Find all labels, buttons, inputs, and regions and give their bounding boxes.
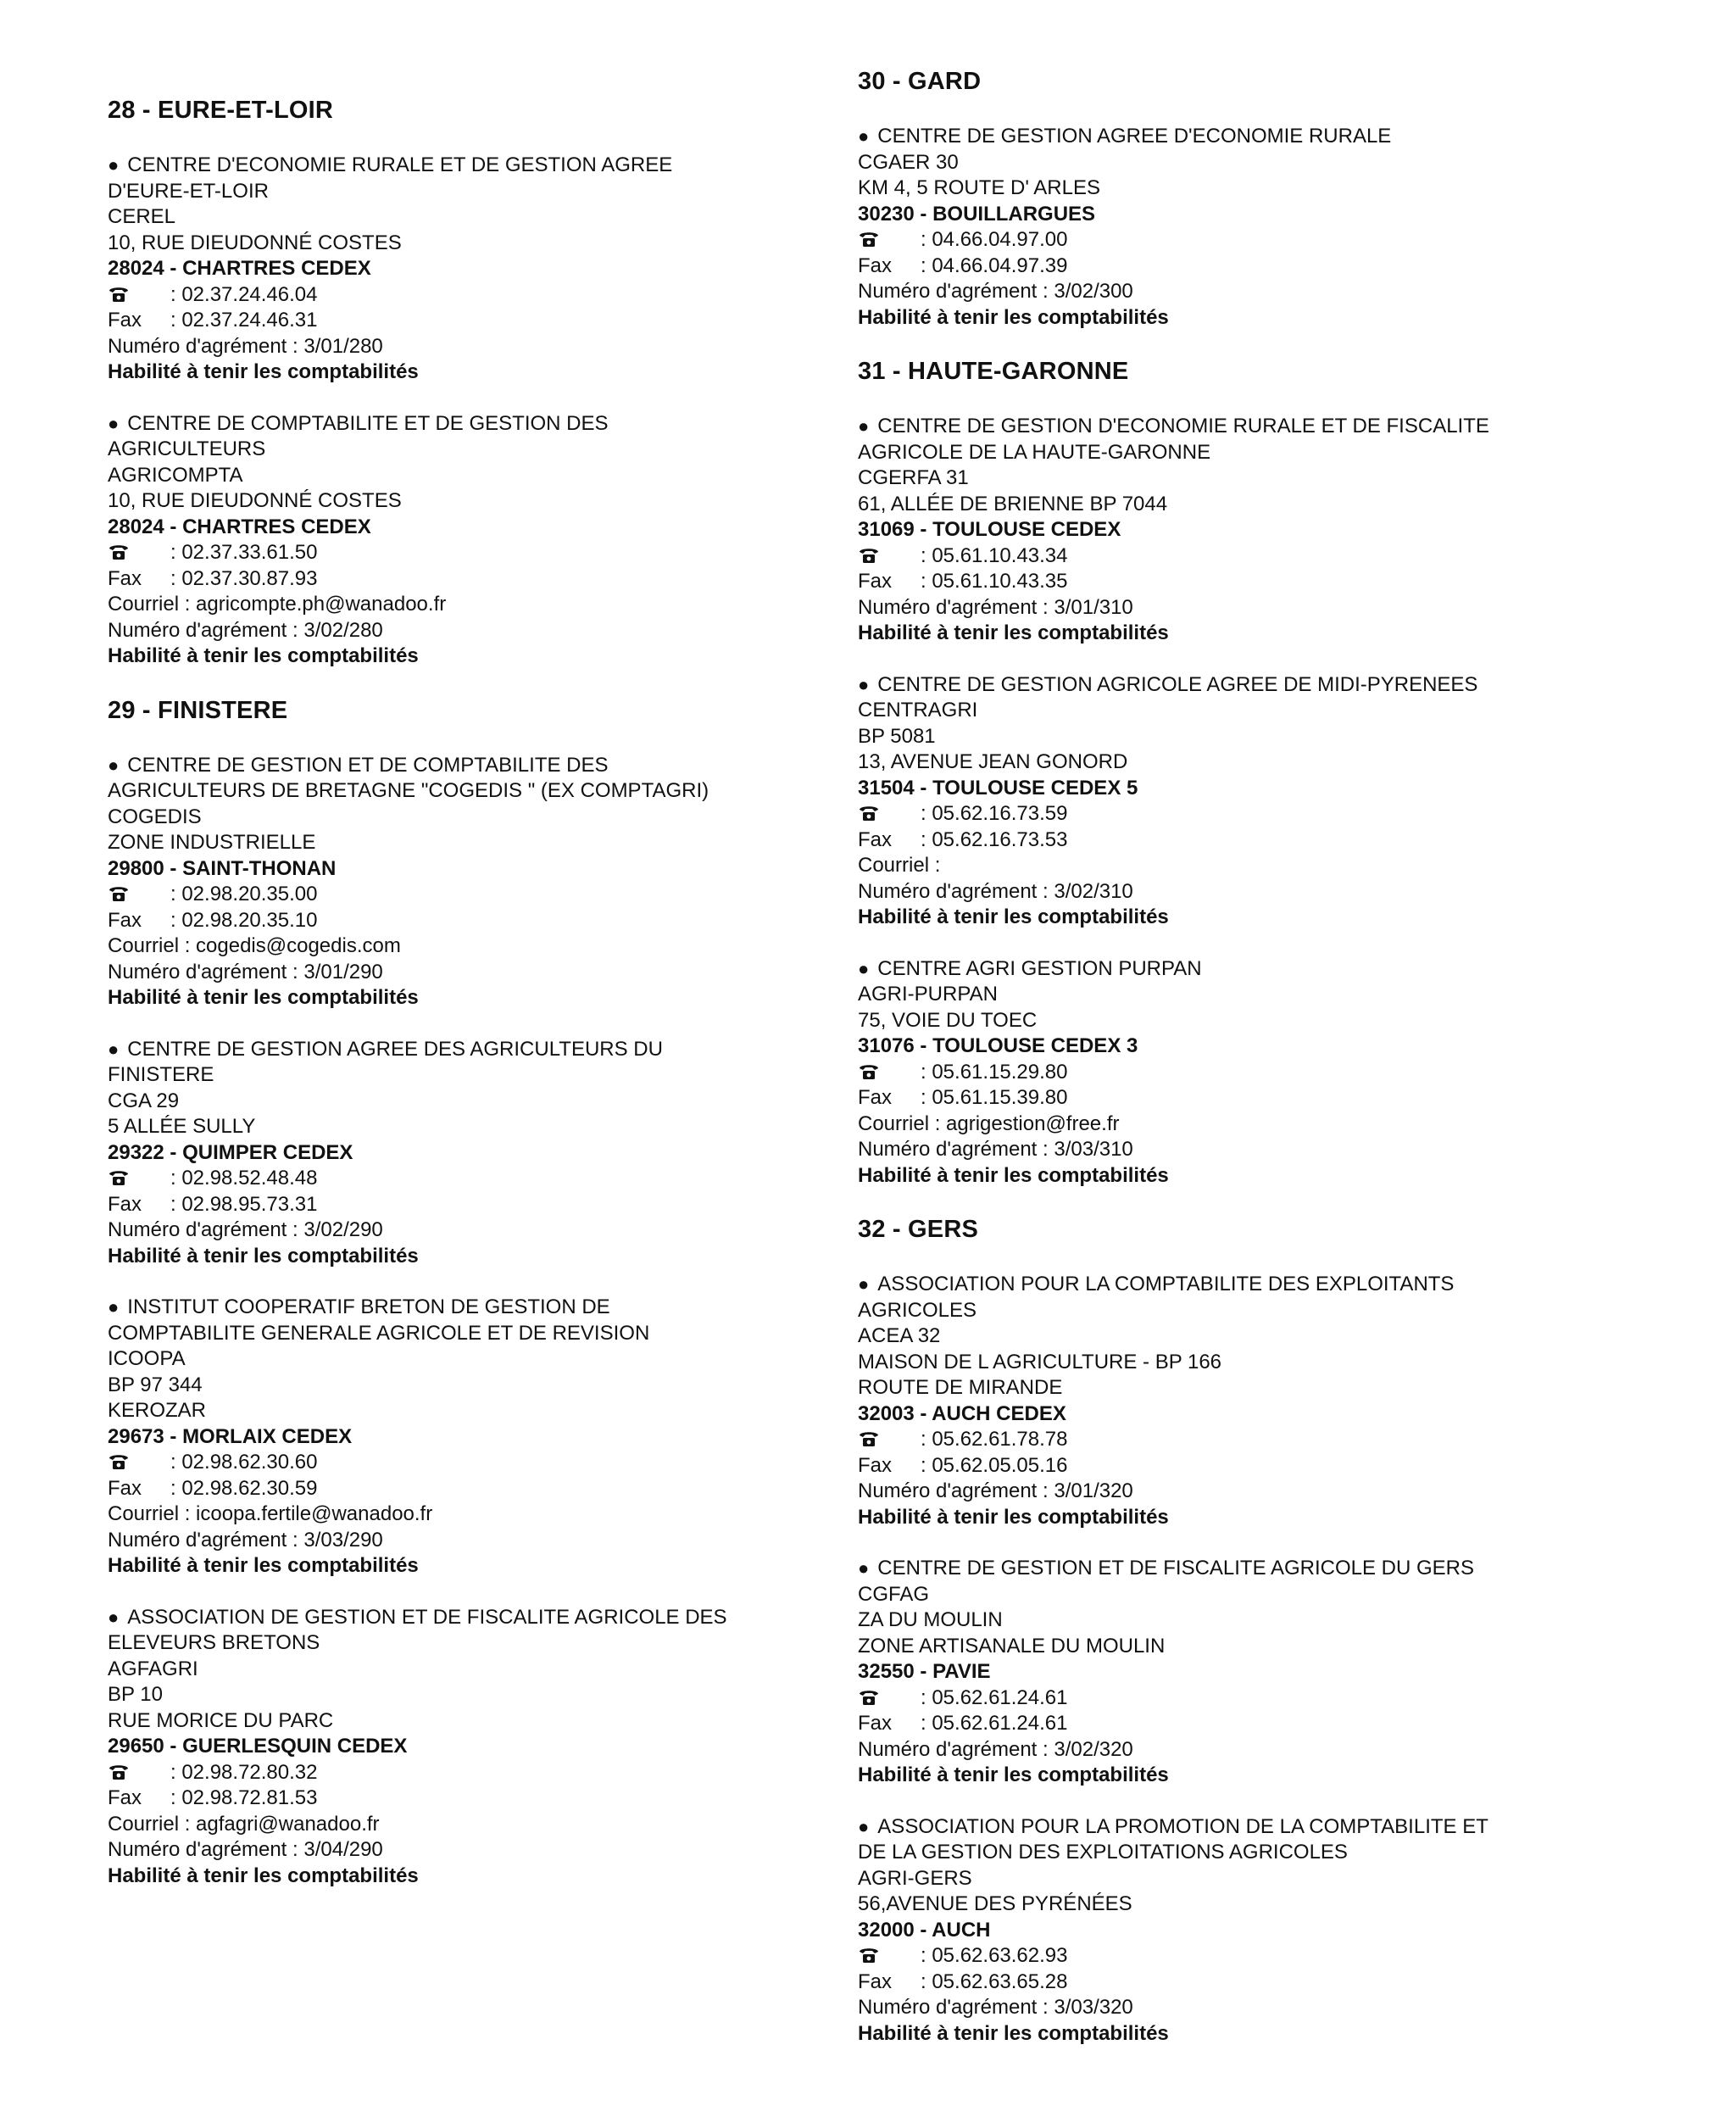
center-name [858, 1556, 1655, 1582]
telephone-icon [108, 1760, 170, 1786]
habilitation-note: Habilité à tenir les comptabilités [108, 1244, 419, 1268]
phone-line [858, 1943, 1655, 1970]
department-section [108, 95, 837, 670]
center-name [858, 956, 1655, 983]
agrement-number: Numéro d'agrément : 3/01/320 [858, 1479, 1133, 1502]
center-entry [108, 753, 837, 1011]
center-entry [858, 1272, 1655, 1530]
center-name-text: INSTITUT COOPERATIF BRETON DE GESTION DE [127, 1295, 610, 1318]
fax-line [858, 1085, 1655, 1112]
phone-line [858, 1685, 1655, 1712]
center-name-text: CENTRE DE COMPTABILITE ET DE GESTION DES [127, 411, 609, 435]
center-name-text: ASSOCIATION DE GESTION ET DE FISCALITE AGRICOLE DES [127, 1605, 727, 1629]
habilitation-note: Habilité à tenir les comptabilités [108, 1864, 419, 1887]
fax-number: : 02.98.95.73.31 [170, 1192, 318, 1216]
address-line: AGRICULTEURS DE BRETAGNE "COGEDIS " (EX COMPTAGRI) [108, 779, 709, 802]
department-heading: 32 - GERS [858, 1216, 979, 1243]
center-name-text: CENTRE DE GESTION AGRICOLE AGREE DE MIDI-PYRENEES [877, 672, 1478, 696]
agrement-number: Numéro d'agrément : 3/03/290 [108, 1528, 383, 1552]
fax-number: : 02.98.72.81.53 [170, 1786, 318, 1809]
address-line: ROUTE DE MIRANDE [858, 1376, 1063, 1399]
fax-number: : 04.66.04.97.39 [921, 254, 1068, 277]
address-line: ZONE ARTISANALE DU MOULIN [858, 1634, 1166, 1658]
fax-number: : 05.61.15.39.80 [921, 1086, 1068, 1109]
fax-line [108, 308, 837, 334]
fax-line [108, 1192, 837, 1218]
center-name-text: CENTRE DE GESTION D'ECONOMIE RURALE ET DE FISCALITE [877, 415, 1489, 437]
address-line: 10, RUE DIEUDONNÉ COSTES [108, 231, 402, 254]
address-line: 75, VOIE DU TOEC [858, 1008, 1038, 1032]
fax-line [108, 908, 837, 934]
center-name [108, 153, 837, 179]
fax-line [108, 1476, 837, 1502]
center-name-text: ASSOCIATION POUR LA COMPTABILITE DES EXPLOITANTS [877, 1273, 1455, 1295]
phone-number: : 02.37.33.61.50 [170, 541, 318, 564]
postal-city: 32000 - AUCH [858, 1918, 991, 1942]
postal-city: 32550 - PAVIE [858, 1660, 991, 1683]
center-entry [108, 411, 837, 670]
address-line: ACEA 32 [858, 1324, 941, 1347]
left-column [108, 0, 837, 1914]
phone-line [108, 1450, 837, 1476]
department-section [858, 66, 1655, 331]
address-line: BP 97 344 [108, 1373, 203, 1396]
fax-line [858, 1453, 1655, 1479]
phone-line [858, 1060, 1655, 1086]
department-section [858, 356, 1655, 1189]
phone-line [858, 227, 1655, 254]
phone-number: : 05.62.63.62.93 [921, 1944, 1068, 1967]
center-name [858, 414, 1655, 440]
address-line: CGAER 30 [858, 150, 959, 174]
telephone-icon [858, 801, 921, 827]
department-heading: 28 - EURE-ET-LOIR [108, 97, 334, 124]
telephone-icon [858, 227, 921, 254]
address-line: 13, AVENUE JEAN GONORD [858, 750, 1128, 773]
address-line: CGA 29 [108, 1089, 180, 1112]
email-line: Courriel : agfagri@wanadoo.fr [108, 1812, 380, 1836]
address-line: AGFAGRI [108, 1657, 198, 1680]
agrement-number: Numéro d'agrément : 3/02/320 [858, 1737, 1133, 1761]
postal-city: 29322 - QUIMPER CEDEX [108, 1140, 353, 1164]
fax-label: Fax [108, 1476, 142, 1500]
telephone-icon [108, 1450, 170, 1476]
address-line: AGRICULTEURS [108, 437, 266, 460]
fax-label: Fax [108, 566, 142, 590]
agrement-number: Numéro d'agrément : 3/01/280 [108, 334, 383, 358]
bullet-icon: ● [108, 412, 120, 434]
habilitation-note: Habilité à tenir les comptabilités [858, 1505, 1169, 1529]
habilitation-note: Habilité à tenir les comptabilités [108, 360, 419, 383]
address-line: 10, RUE DIEUDONNÉ COSTES [108, 489, 402, 512]
phone-line [108, 282, 837, 309]
center-entry [858, 672, 1655, 931]
fax-line [858, 1970, 1655, 1996]
fax-number: : 02.98.20.35.10 [170, 908, 318, 932]
center-entry [858, 956, 1655, 1190]
telephone-icon [108, 540, 170, 566]
agrement-number: Numéro d'agrément : 3/04/290 [108, 1838, 383, 1861]
center-entry [108, 1295, 837, 1580]
postal-city: 31069 - TOULOUSE CEDEX [858, 518, 1121, 541]
center-name [108, 753, 837, 779]
email-line: Courriel : icoopa.fertile@wanadoo.fr [108, 1502, 433, 1525]
fax-label: Fax [858, 254, 893, 277]
telephone-icon [858, 1427, 921, 1453]
address-line: AGRI-GERS [858, 1866, 972, 1890]
habilitation-note: Habilité à tenir les comptabilités [108, 1554, 419, 1577]
fax-number: : 02.37.30.87.93 [170, 566, 318, 590]
phone-number: : 05.62.61.24.61 [921, 1685, 1068, 1709]
department-heading: 30 - GARD [858, 68, 982, 95]
address-line: MAISON DE L AGRICULTURE - BP 166 [858, 1350, 1222, 1373]
bullet-icon: ● [858, 673, 870, 695]
address-line: KEROZAR [108, 1399, 207, 1422]
address-line: KM 4, 5 ROUTE D' ARLES [858, 176, 1100, 199]
address-line: COMPTABILITE GENERALE AGRICOLE ET DE REVISION [108, 1321, 650, 1345]
fax-number: : 02.37.24.46.31 [170, 309, 318, 332]
phone-number: : 05.62.61.78.78 [921, 1428, 1068, 1451]
fax-number: : 05.62.63.65.28 [921, 1970, 1068, 1993]
center-name-text: ASSOCIATION POUR LA PROMOTION DE LA COMPTABILITE ET [877, 1814, 1488, 1838]
email-line: Courriel : agricompte.ph@wanadoo.fr [108, 593, 447, 616]
agrement-number: Numéro d'agrément : 3/02/280 [108, 618, 383, 642]
address-line: CENTRAGRI [858, 699, 978, 722]
center-entry [858, 414, 1655, 647]
telephone-icon [858, 1685, 921, 1712]
agrement-number: Numéro d'agrément : 3/01/290 [108, 960, 383, 983]
phone-line [108, 540, 837, 566]
address-line: AGRICOLES [858, 1298, 977, 1322]
address-line: AGRICOLE DE LA HAUTE-GARONNE [858, 440, 1211, 464]
telephone-icon [858, 1060, 921, 1086]
address-line: BP 5081 [858, 724, 936, 748]
phone-line [108, 1166, 837, 1192]
address-line: 61, ALLÉE DE BRIENNE BP 7044 [858, 492, 1168, 515]
habilitation-note: Habilité à tenir les comptabilités [858, 305, 1169, 329]
phone-number: : 05.61.15.29.80 [921, 1060, 1068, 1084]
center-name-text: CENTRE AGRI GESTION PURPAN [877, 956, 1202, 980]
address-line: ICOOPA [108, 1347, 186, 1370]
address-line: AGRICOMPTA [108, 463, 243, 487]
bullet-icon: ● [108, 1038, 120, 1060]
phone-number: : 02.98.62.30.60 [170, 1451, 318, 1474]
center-entry [108, 153, 837, 386]
postal-city: 31504 - TOULOUSE CEDEX 5 [858, 776, 1138, 800]
right-column [858, 0, 1655, 2072]
phone-line [858, 543, 1655, 570]
address-line: 56,AVENUE DES PYRÉNÉES [858, 1892, 1132, 1915]
habilitation-note: Habilité à tenir les comptabilités [858, 1763, 1169, 1786]
habilitation-note: Habilité à tenir les comptabilités [858, 1163, 1169, 1187]
bullet-icon: ● [108, 754, 120, 776]
bullet-icon: ● [858, 957, 870, 979]
address-line: BP 10 [108, 1683, 163, 1706]
habilitation-note: Habilité à tenir les comptabilités [108, 986, 419, 1009]
fax-line [858, 569, 1655, 595]
fax-label: Fax [108, 908, 142, 932]
center-name-text: CENTRE DE GESTION AGREE D'ECONOMIE RURALE [877, 125, 1392, 148]
center-entry [858, 1556, 1655, 1789]
department-heading: 29 - FINISTERE [108, 696, 288, 724]
fax-number: : 05.62.16.73.53 [921, 827, 1068, 851]
postal-city: 29650 - GUERLESQUIN CEDEX [108, 1735, 408, 1758]
bullet-icon: ● [108, 1296, 120, 1318]
phone-line [858, 1427, 1655, 1453]
phone-number: : 05.62.16.73.59 [921, 802, 1068, 825]
fax-label: Fax [858, 1712, 893, 1735]
center-name [858, 1814, 1655, 1841]
center-entry [108, 1605, 837, 1890]
center-name [108, 1295, 837, 1321]
agrement-number: Numéro d'agrément : 3/02/300 [858, 280, 1133, 303]
phone-number: : 04.66.04.97.00 [921, 228, 1068, 251]
phone-line [108, 882, 837, 908]
telephone-icon [108, 282, 170, 309]
bullet-icon: ● [858, 415, 870, 437]
fax-label: Fax [858, 827, 893, 851]
phone-number: : 02.37.24.46.04 [170, 282, 318, 306]
center-name [858, 124, 1655, 150]
bullet-icon: ● [108, 154, 120, 176]
center-name [858, 1272, 1655, 1298]
agrement-number: Numéro d'agrément : 3/01/310 [858, 595, 1133, 619]
postal-city: 30230 - BOUILLARGUES [858, 202, 1096, 226]
email-line: Courriel : agrigestion@free.fr [858, 1112, 1120, 1135]
postal-city: 28024 - CHARTRES CEDEX [108, 515, 371, 538]
fax-line [858, 1711, 1655, 1737]
fax-number: : 02.98.62.30.59 [170, 1476, 318, 1500]
phone-number: : 02.98.72.80.32 [170, 1760, 318, 1784]
agrement-number: Numéro d'agrément : 3/02/290 [108, 1218, 383, 1241]
habilitation-note: Habilité à tenir les comptabilités [108, 644, 419, 667]
bullet-icon: ● [858, 1273, 870, 1295]
fax-label: Fax [858, 1086, 893, 1109]
email-line: Courriel : cogedis@cogedis.com [108, 934, 401, 957]
fax-label: Fax [108, 1786, 142, 1809]
email-line: Courriel : [858, 854, 941, 877]
address-line: ELEVEURS BRETONS [108, 1631, 320, 1654]
postal-city: 32003 - AUCH CEDEX [858, 1401, 1066, 1425]
fax-line [108, 566, 837, 593]
center-entry [108, 1037, 837, 1270]
habilitation-note: Habilité à tenir les comptabilités [858, 621, 1169, 644]
habilitation-note: Habilité à tenir les comptabilités [858, 905, 1169, 928]
fax-line [108, 1786, 837, 1812]
center-name-text: CENTRE DE GESTION AGREE DES AGRICULTEURS DU [127, 1037, 663, 1061]
address-line: CGFAG [858, 1582, 930, 1606]
bullet-icon: ● [108, 1606, 120, 1628]
address-line: CGERFA 31 [858, 466, 969, 489]
fax-line [858, 254, 1655, 280]
address-line: CEREL [108, 205, 176, 228]
fax-number: : 05.61.10.43.35 [921, 570, 1068, 593]
postal-city: 31076 - TOULOUSE CEDEX 3 [858, 1034, 1138, 1057]
phone-line [858, 801, 1655, 827]
habilitation-note: Habilité à tenir les comptabilités [858, 2021, 1169, 2045]
center-name [108, 1605, 837, 1631]
address-line: DE LA GESTION DES EXPLOITATIONS AGRICOLES [858, 1841, 1348, 1864]
department-section [858, 1214, 1655, 2047]
center-name-text: CENTRE D'ECONOMIE RURALE ET DE GESTION AGREE [127, 153, 673, 176]
address-line: ZONE INDUSTRIELLE [108, 831, 316, 854]
center-name [858, 672, 1655, 699]
agrement-number: Numéro d'agrément : 3/03/320 [858, 1996, 1133, 2019]
fax-number: : 05.62.61.24.61 [921, 1712, 1068, 1735]
address-line: D'EURE-ET-LOIR [108, 179, 269, 203]
fax-label: Fax [108, 309, 142, 332]
center-name-text: CENTRE DE GESTION ET DE COMPTABILITE DES [127, 753, 609, 777]
agrement-number: Numéro d'agrément : 3/02/310 [858, 879, 1133, 903]
postal-city: 29673 - MORLAIX CEDEX [108, 1424, 353, 1448]
bullet-icon: ● [858, 1815, 870, 1837]
agrement-number: Numéro d'agrément : 3/03/310 [858, 1138, 1133, 1161]
department-heading: 31 - HAUTE-GARONNE [858, 358, 1129, 385]
postal-city: 28024 - CHARTRES CEDEX [108, 257, 371, 280]
telephone-icon [858, 543, 921, 570]
address-line: AGRI-PURPAN [858, 983, 998, 1006]
fax-label: Fax [858, 1453, 893, 1477]
center-name [108, 1037, 837, 1063]
address-line: FINISTERE [108, 1063, 214, 1086]
phone-number: : 02.98.20.35.00 [170, 883, 318, 905]
telephone-icon [108, 1166, 170, 1192]
fax-label: Fax [108, 1192, 142, 1216]
fax-label: Fax [858, 1970, 893, 1993]
phone-number: : 02.98.52.48.48 [170, 1167, 318, 1190]
address-line: ZA DU MOULIN [858, 1608, 1003, 1631]
telephone-icon [858, 1943, 921, 1970]
telephone-icon [108, 882, 170, 908]
phone-number: : 05.61.10.43.34 [921, 543, 1068, 567]
phone-line [108, 1760, 837, 1786]
fax-line [858, 827, 1655, 854]
department-section [108, 695, 837, 1890]
fax-number: : 05.62.05.05.16 [921, 1453, 1068, 1477]
postal-city: 29800 - SAINT-THONAN [108, 856, 337, 880]
fax-label: Fax [858, 570, 893, 593]
address-line: RUE MORICE DU PARC [108, 1708, 334, 1732]
address-line: COGEDIS [108, 805, 202, 828]
center-name-text: CENTRE DE GESTION ET DE FISCALITE AGRICOLE DU GERS [877, 1557, 1474, 1580]
center-entry [858, 124, 1655, 331]
center-name [108, 411, 837, 437]
address-line: 5 ALLÉE SULLY [108, 1115, 256, 1138]
center-entry [858, 1814, 1655, 2048]
bullet-icon: ● [858, 1557, 870, 1579]
bullet-icon: ● [858, 125, 870, 147]
